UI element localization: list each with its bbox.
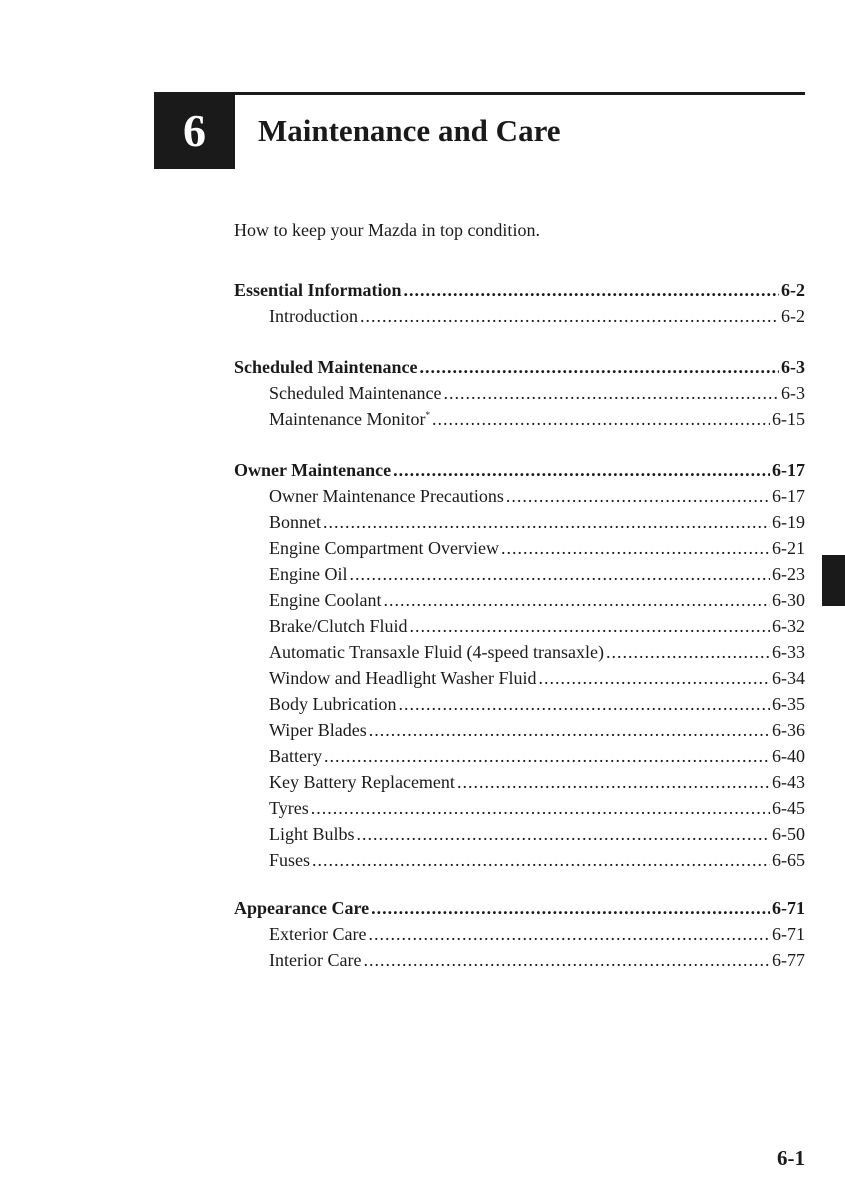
toc-entry-page: 6-71 [772,924,805,944]
toc-entry-row[interactable] [234,847,805,873]
toc-entry-row[interactable] [234,921,805,947]
toc-entry-title: Bonnet [269,512,321,532]
toc-entry-title: Introduction [269,306,358,326]
dot-leader [383,587,770,613]
toc-entry-row[interactable] [234,639,805,665]
dot-leader [371,895,770,921]
dot-leader [323,509,770,535]
toc-entry-row[interactable] [234,795,805,821]
page-number: 6-1 [777,1146,805,1170]
toc-entry-row[interactable] [234,613,805,639]
toc-section-heading-page: 6-71 [772,898,805,918]
dot-leader [357,821,770,847]
dot-leader [360,303,779,329]
chapter-number: 6 [183,105,206,156]
dot-leader [393,457,770,483]
toc-entry-page: 6-65 [772,850,805,870]
toc-entry-row[interactable] [234,535,805,561]
toc-entry-page: 6-23 [772,564,805,584]
toc-section-heading-row[interactable] [234,457,805,483]
toc-entry-title: Light Bulbs [269,824,355,844]
dot-leader [606,639,770,665]
toc-entry-page: 6-43 [772,772,805,792]
dot-leader [538,665,770,691]
toc-section-heading-title: Appearance Care [234,898,370,918]
toc-entry-page: 6-40 [772,746,805,766]
footnote-marker: * [425,410,430,420]
toc-entry-row[interactable] [234,947,805,973]
dot-leader [324,743,770,769]
toc-entry-page: 6-36 [772,720,805,740]
toc-entry-page: 6-35 [772,694,805,714]
toc-entry-row[interactable] [234,665,805,691]
toc-entry-page: 6-34 [772,668,805,688]
toc-entry-row[interactable] [234,406,805,432]
toc-entry-title: Window and Headlight Washer Fluid [269,668,537,688]
toc-entry-title: Key Battery Replacement [269,772,455,792]
dot-leader [410,613,771,639]
toc-entry-title: Tyres [269,798,309,818]
toc-section-heading-title: Scheduled Maintenance [234,357,418,377]
dot-leader [368,921,770,947]
toc-entry-row[interactable] [234,509,805,535]
toc-section-heading-page: 6-3 [781,357,805,377]
toc-section-heading-row[interactable] [234,277,805,303]
toc-entry-row[interactable] [234,561,805,587]
toc-entry-row[interactable] [234,483,805,509]
chapter-thumb-tab [822,555,845,606]
toc-section [234,277,805,329]
toc-entry-title: Engine Compartment Overview [269,538,499,558]
toc-entry-row[interactable] [234,303,805,329]
toc-entry-title: Owner Maintenance Precautions [269,486,504,506]
toc-section [234,895,805,973]
toc-section [234,457,805,873]
toc-entry-row[interactable] [234,743,805,769]
dot-leader [506,483,770,509]
dot-leader [398,691,770,717]
toc-entry-page: 6-77 [772,950,805,970]
chapter-title: Maintenance and Care [258,113,561,148]
dot-leader [457,769,770,795]
toc-entry-title: Automatic Transaxle Fluid (4-speed transaxle) [269,642,604,662]
toc-entry-title: Fuses [269,850,311,870]
dot-leader [363,947,770,973]
toc-entry-page: 6-33 [772,642,805,662]
dot-leader [350,561,771,587]
dot-leader [311,795,770,821]
toc-section-heading-page: 6-17 [772,460,805,480]
toc-entry-page: 6-17 [772,486,805,506]
toc-entry-row[interactable] [234,717,805,743]
chapter-header-rule [235,92,805,95]
toc-entry-title: Engine Oil [269,564,348,584]
toc-entry-row[interactable] [234,691,805,717]
toc-entry-page: 6-15 [772,409,805,429]
dot-leader [420,354,779,380]
toc-entry-page: 6-21 [772,538,805,558]
dot-leader [443,380,779,406]
chapter-intro: How to keep your Mazda in top condition. [234,220,540,240]
toc-entry-title: Scheduled Maintenance [269,383,442,403]
dot-leader [404,277,779,303]
toc-entry-page: 6-30 [772,590,805,610]
toc-section-heading-row[interactable] [234,354,805,380]
toc-entry-row[interactable] [234,769,805,795]
dot-leader [312,847,770,873]
toc-entry-row[interactable] [234,380,805,406]
toc-entry-title: Brake/Clutch Fluid [269,616,408,636]
toc-entry-title: Engine Coolant [269,590,382,610]
dot-leader [369,717,770,743]
toc-entry-title: Exterior Care [269,924,367,944]
toc-entry-page: 6-50 [772,824,805,844]
toc-entry-title: Wiper Blades [269,720,367,740]
dot-leader [432,406,770,432]
toc-entry-page: 6-19 [772,512,805,532]
toc-section-heading-row[interactable] [234,895,805,921]
toc-entry-row[interactable] [234,821,805,847]
dot-leader [501,535,770,561]
toc-entry-page: 6-32 [772,616,805,636]
toc-entry-title: Body Lubrication [269,694,397,714]
toc-section-heading-title: Essential Information [234,280,402,300]
toc-entry-page: 6-2 [781,306,805,326]
toc-entry-title: Interior Care [269,950,362,970]
toc-entry-title: Maintenance Monitor* [269,409,430,429]
toc-section-heading-title: Owner Maintenance [234,460,392,480]
toc-entry-page: 6-45 [772,798,805,818]
toc-entry-title: Battery [269,746,322,766]
toc-section [234,354,805,432]
toc-entry-row[interactable] [234,587,805,613]
toc-section-heading-page: 6-2 [781,280,805,300]
toc-entry-page: 6-3 [781,383,805,403]
chapter-number-box [154,92,235,169]
